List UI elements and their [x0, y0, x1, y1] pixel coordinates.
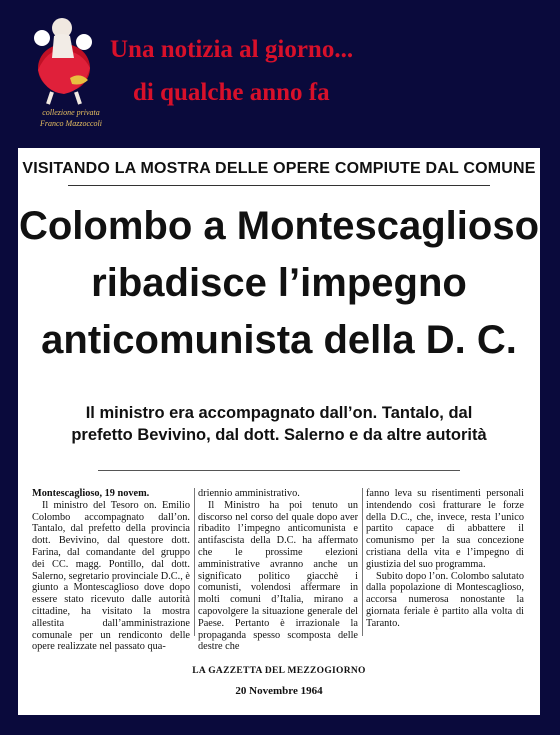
title-line: anticomunista della D. C. — [41, 318, 517, 362]
subtitle-divider — [98, 470, 460, 471]
boxer-logo — [18, 8, 110, 106]
page-headline-line1: Una notizia al giorno... — [110, 36, 354, 63]
article-title — [18, 198, 540, 369]
subtitle-line: prefetto Bevivino, dal dott. Salerno e da altre autorità — [71, 426, 487, 444]
logo-caption-collection: collezione privata — [42, 108, 100, 117]
article-dateline: Montescaglioso, 19 novem. — [32, 488, 150, 499]
paragraph: Il Ministro ha poi tenuto un discorso nel corso del quale dopo aver ribadito l’impegno anticomunista e antifascista della D.C. ha affermato che le prossime elezioni amministrative avranno anche un significato politico giacchè i comunisti, volendosi affermare in molti comuni d’Italia, mirano a capovolgere la situazione generale del Paese. Pertanto è irrazionale la propaganda spesso scomposta delle destre che — [198, 499, 358, 653]
paragraph: Il ministro del Tesoro on. Emilio Colombo accompagnato dall’on. Tantalo, dal prefetto della provincia dott. Bevivino, dal questore dott. Farina, dal comandante del gruppo dei CC. magg. Pontillo, dal dott. Salerno, segretario provinciale D.C., è giunto a Montescaglioso dove dopo essere stato ricevuto dalle autorità cittadine, ha visitato la mostra allestita dall’amministrazione comunale per un rendiconto delle opere realizzate nel passato qua- — [32, 499, 190, 653]
subtitle-line: Il ministro era accompagnato dall’on. Tantalo, dal — [85, 404, 473, 422]
paragraph: fanno leva su risentimenti personali intendendo così fratturare le forze della D.C., che, invece, resta l’unico partito capace di abbattere il comunismo per la sua concezione cristiana della vita e l’impegno di giustizia del suo programma. — [366, 488, 524, 570]
logo-caption-owner: Franco Mazzoccoli — [40, 119, 102, 128]
article-body — [32, 488, 524, 653]
article-column-3 — [366, 488, 524, 638]
paragraph: Subito dopo l’on. Colombo salutato dalla popolazione di Montescaglioso, accorsa numerosa nonostante la giornata feriale è partito alla volta di Taranto. — [366, 570, 524, 629]
title-line: Colombo a Montescaglioso — [18, 204, 540, 248]
paragraph: driennio amministrativo. — [198, 488, 300, 499]
column-divider — [362, 488, 363, 636]
publication-date: 20 Novembre 1964 — [235, 685, 323, 697]
article-subtitle — [18, 402, 540, 446]
publication-name: LA GAZZETTA DEL MEZZOGIORNO — [192, 666, 366, 676]
column-divider — [194, 488, 195, 636]
article-column-1 — [32, 488, 190, 653]
kicker-divider — [68, 185, 490, 186]
page-headline-line2: di qualche anno fa — [133, 79, 330, 106]
frame-edge-left — [0, 0, 3, 735]
article-column-2 — [198, 488, 358, 653]
article-kicker: VISITANDO LA MOSTRA DELLE OPERE COMPIUTE DAL COMUNE — [22, 160, 536, 177]
title-line: ribadisce l’impegno — [91, 261, 467, 305]
page-header — [0, 0, 560, 148]
newspaper-clipping — [18, 148, 540, 715]
